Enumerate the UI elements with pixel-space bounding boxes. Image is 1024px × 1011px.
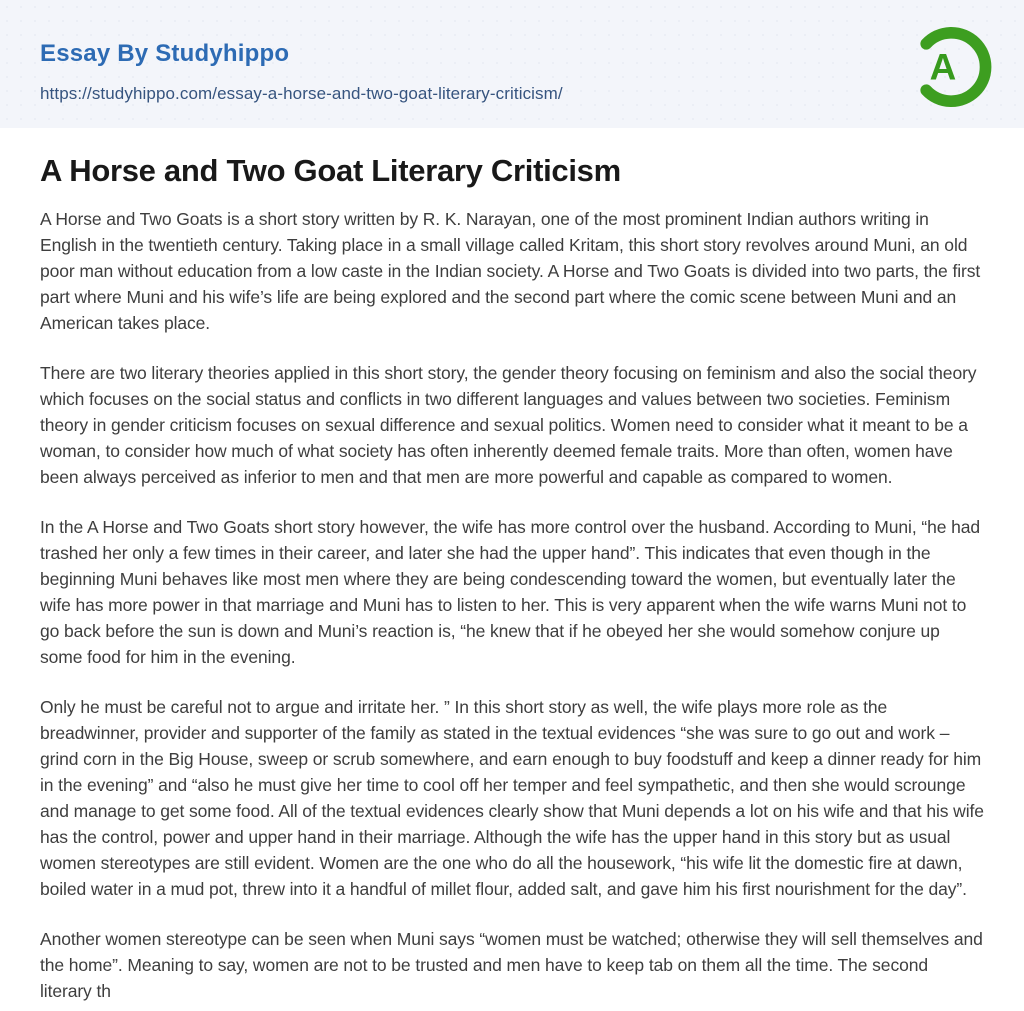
page-title: A Horse and Two Goat Literary Criticism (40, 153, 621, 188)
studyhippo-logo-icon (906, 22, 996, 112)
essay-paragraph-1: A Horse and Two Goats is a short story written by R. K. Narayan, one of the most prominent Indian authors writing in English in the twentieth century. Taking place in a small village called Kritam, this short story revolves around Muni, an old poor man without education from a low caste in the Indian society. A Horse and Two Goats is divided into two parts, the first part where Muni and his wife’s life are being explored and the second part where the comic scene between Muni and an American takes place. (40, 209, 981, 333)
header-text-block (40, 40, 563, 104)
logo-letter: A (929, 46, 957, 88)
page-header (0, 0, 1024, 128)
site-title: Essay By Studyhippo (40, 40, 290, 67)
essay-content (0, 128, 1024, 1004)
essay-paragraph-3: In the A Horse and Two Goats short story however, the wife has more control over the husband. According to Muni, “he had trashed her only a few times in their career, and later she had the upper hand”. This indicates that even though in the beginning Muni behaves like most men where they are being condescending toward the women, but eventually later the wife has more power in that marriage and Muni has to listen to her. This is very apparent when the wife warns Muni not to go back before the sun is down and Muni’s reaction is, “he knew that if he obeyed her she would somehow conjure up some food for him in the evening. (40, 517, 981, 667)
essay-paragraph-5: Another women stereotype can be seen when Muni says “women must be watched; otherwise they will sell themselves and the home”. Meaning to say, women are not to be trusted and men have to keep tab on them all the time. The second literary th (40, 929, 983, 1001)
page-url-link[interactable]: https://studyhippo.com/essay-a-horse-and-two-goat-literary-criticism/ (40, 83, 563, 103)
essay-paragraph-2: There are two literary theories applied in this short story, the gender theory focusing on feminism and also the social theory which focuses on the social status and conflicts in two different languages and values between two societies. Feminism theory in gender criticism focuses on sexual difference and sexual politics. Women need to consider what it meant to be a woman, to consider how much of what society has often inherently deemed female traits. More than often, women have been always perceived as inferior to men and that men are more powerful and capable as compared to women. (40, 363, 977, 487)
essay-paragraph-4: Only he must be careful not to argue and irritate her. ” In this short story as well, the wife plays more role as the breadwinner, provider and supporter of the family as stated in the textual evidences “she was sure to go out and work – grind corn in the Big House, sweep or scrub somewhere, and earn enough to buy foodstuff and keep a dinner ready for him in the evening” and “also he must give her time to cool off her temper and feel sympathetic, and then she would scrounge and manage to get some food. All of the textual evidences clearly show that Muni depends a lot on his wife and that his wife has the control, power and upper hand in their marriage. Although the wife has the upper hand in this story but as usual women stereotypes are still evident. Women are the one who do all the housework, “his wife lit the domestic fire at dawn, boiled water in a mud pot, threw into it a handful of millet flour, added salt, and gave him his first nourishment for the day”. (40, 697, 984, 899)
